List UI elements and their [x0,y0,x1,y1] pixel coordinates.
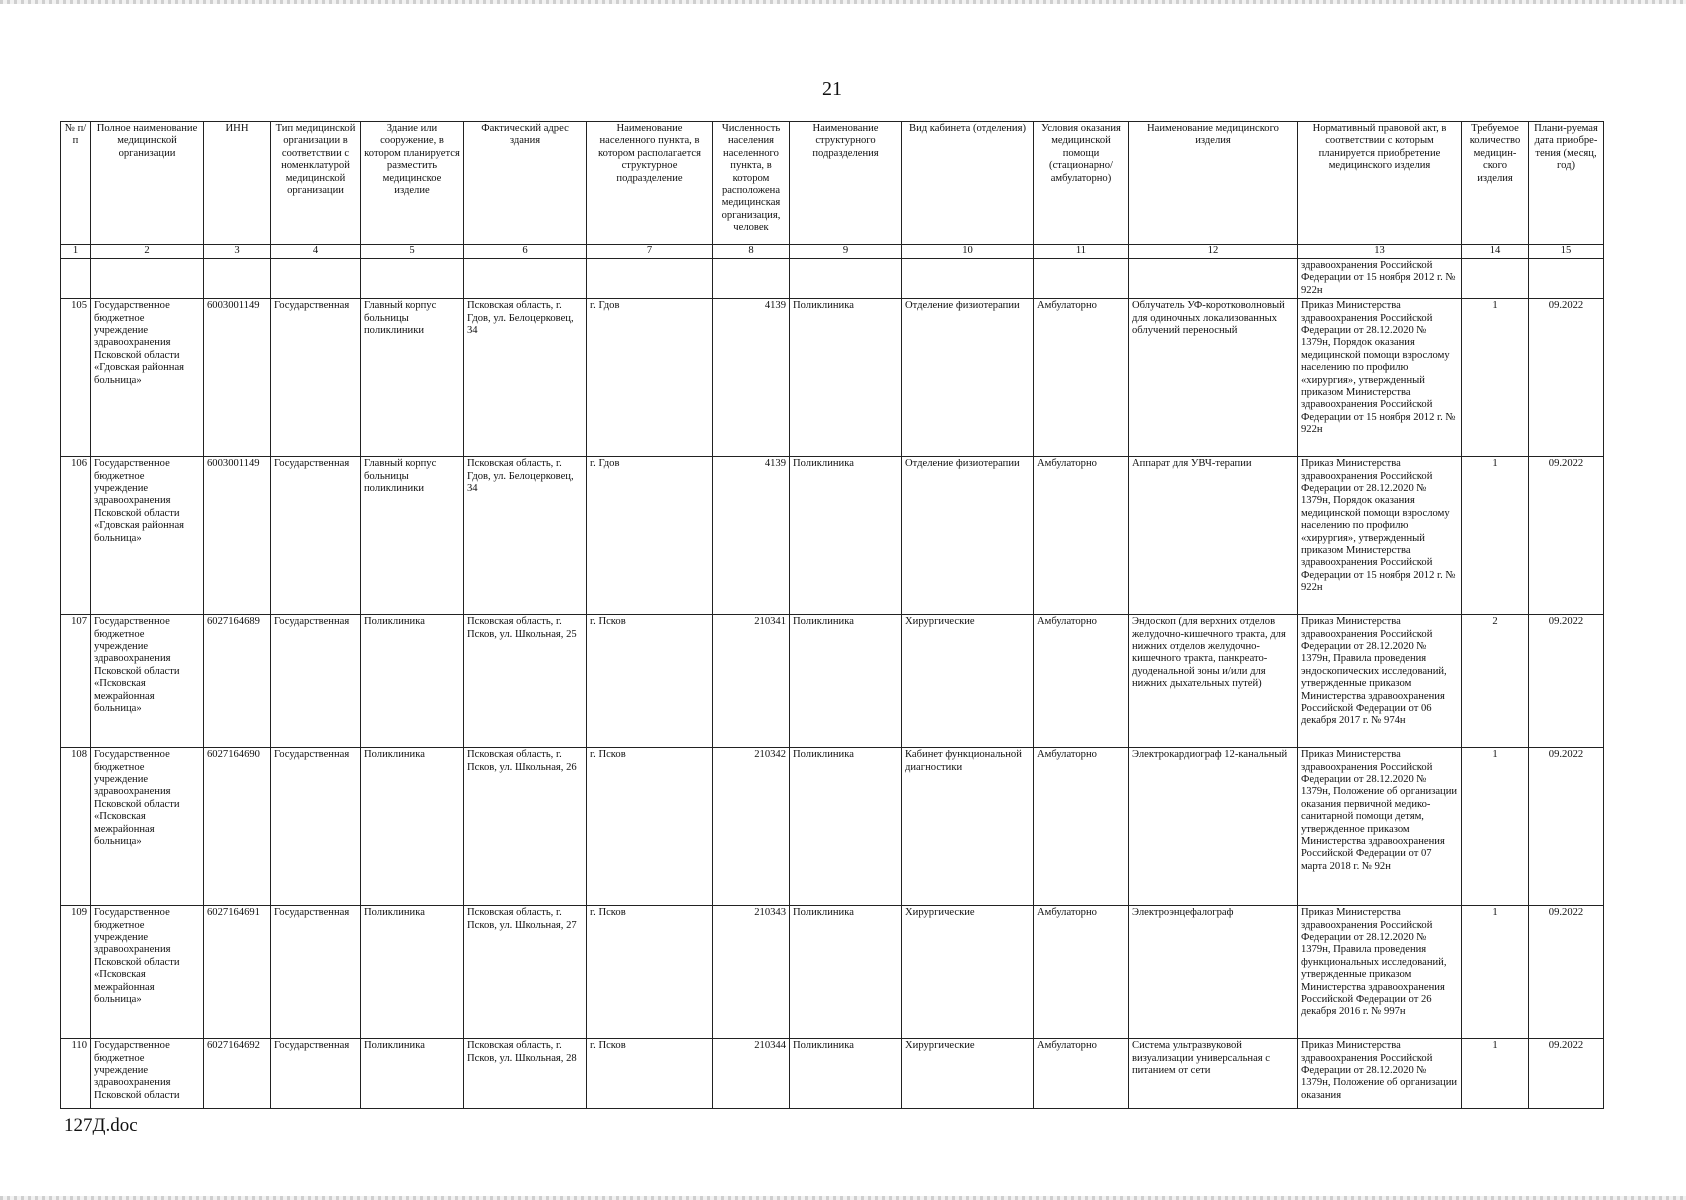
table-row [61,457,1604,615]
cell-quantity: 1 [1462,906,1529,1039]
cell-inn: 6027164691 [204,906,271,1039]
cell-division: Поликлиника [790,457,902,615]
cell-act: Приказ Министерства здравоохранения Российской Федерации от 28.12.2020 № 1379н, Порядок оказания медицинской помощи взрослому населению по профилю «хирургия», утвержденный приказом Министерства здравоохранения Российской Федерации от 15 ноября 2012 г. № 922н [1298,457,1462,615]
cell-quantity: 1 [1462,1039,1529,1109]
cell-org: Государственное бюджетное учреждение здравоохранения Псковской области «Псковская межрайонная больница» [91,906,204,1039]
cell-population: 210343 [713,906,790,1039]
cell-address: Псковская область, г. Псков, ул. Школьная, 26 [464,748,587,906]
scan-edge-bottom [0,1196,1686,1200]
column-number: 8 [713,245,790,259]
cell-date: 09.2022 [1529,906,1604,1039]
cell-population: 210344 [713,1039,790,1109]
cell-act: Приказ Министерства здравоохранения Российской Федерации от 28.12.2020 № 1379н, Правила проведения эндоскопических исследований, утвержденные приказом Министерства здравоохранения Российской Федерации от 06 декабря 2017 г. № 974н [1298,615,1462,748]
cell-cabinet: Хирургические [902,615,1034,748]
column-number: 7 [587,245,713,259]
column-header: Полное наименование медицинской организации [91,122,204,245]
table-row [61,1039,1604,1109]
column-header: Численность населения населенного пункта, в котором расположена медицинская организация, человек [713,122,790,245]
cell-cabinet: Хирургические [902,906,1034,1039]
column-header: Наименование структурного подразделения [790,122,902,245]
column-header: Условия оказания медицинской помощи (стационарно/ амбулаторно) [1034,122,1129,245]
cell-device: Эндоскоп (для верхних отделов желудочно-кишечного тракта, для нижних отделов желудочно-кишечного тракта, панкреато-дуоденальной зоны и/или для нижних дыхательных путей) [1129,615,1298,748]
cell-locality: г. Псков [587,748,713,906]
cell-locality: г. Псков [587,615,713,748]
cell-act: здравоохранения Российской Федерации от 15 ноября 2012 г. № 922н [1298,259,1462,299]
scan-edge-top [0,0,1686,4]
column-header: Наименование населенного пункта, в котором располагается структурное подразделение [587,122,713,245]
cell-quantity: 1 [1462,299,1529,457]
column-number: 15 [1529,245,1604,259]
cell-cabinet: Хирургические [902,1039,1034,1109]
equipment-table [60,121,1604,1109]
cell-num: 109 [61,906,91,1039]
column-number: 14 [1462,245,1529,259]
cell-conditions: Амбулаторно [1034,615,1129,748]
cell-cabinet: Отделение физиотерапии [902,457,1034,615]
cell-building: Главный корпус больницы поликлиники [361,299,464,457]
column-header: Требуемое количество медицин-ского изделия [1462,122,1529,245]
column-header: Фактический адрес здания [464,122,587,245]
column-number: 4 [271,245,361,259]
cell-division: Поликлиника [790,615,902,748]
cell-date: 09.2022 [1529,1039,1604,1109]
column-header: Тип медицинской организации в соответствии с номенклатурой медицинской организации [271,122,361,245]
cell-device: Система ультразвуковой визуализации универсальная с питанием от сети [1129,1039,1298,1109]
cell-conditions: Амбулаторно [1034,906,1129,1039]
cell-date: 09.2022 [1529,615,1604,748]
cell-population: 210342 [713,748,790,906]
cell-act: Приказ Министерства здравоохранения Российской Федерации от 28.12.2020 № 1379н, Порядок оказания медицинской помощи взрослому населению по профилю «хирургия», утвержденный приказом Министерства здравоохранения Российской Федерации от 15 ноября 2012 г. № 922н [1298,299,1462,457]
cell-act: Приказ Министерства здравоохранения Российской Федерации от 28.12.2020 № 1379н, Правила проведения функциональных исследований, утвержденные приказом Министерства здравоохранения Российской Федерации от 26 декабря 2016 г. № 997н [1298,906,1462,1039]
cell-building: Поликлиника [361,906,464,1039]
cell-building: Главный корпус больницы поликлиники [361,457,464,615]
cell-division: Поликлиника [790,1039,902,1109]
cell-locality: г. Гдов [587,457,713,615]
column-number-row [61,245,1604,259]
column-number: 2 [91,245,204,259]
column-number: 11 [1034,245,1129,259]
cell-conditions: Амбулаторно [1034,1039,1129,1109]
column-number: 1 [61,245,91,259]
cell-device: Электрокардиограф 12-канальный [1129,748,1298,906]
table-row [61,299,1604,457]
cell-num: 107 [61,615,91,748]
cell-inn: 6027164692 [204,1039,271,1109]
cell-quantity: 1 [1462,748,1529,906]
cell-type: Государственная [271,457,361,615]
cell-type: Государственная [271,906,361,1039]
cell-num: 105 [61,299,91,457]
table-row [61,615,1604,748]
cell-type: Государственная [271,299,361,457]
column-header: Наименование медицинского изделия [1129,122,1298,245]
cell-num: 108 [61,748,91,906]
cell-date: 09.2022 [1529,299,1604,457]
cell-date: 09.2022 [1529,748,1604,906]
header-row [61,122,1604,245]
cell-conditions: Амбулаторно [1034,748,1129,906]
cell-num: 106 [61,457,91,615]
cell-org: Государственное бюджетное учреждение здравоохранения Псковской области [91,1039,204,1109]
column-number: 6 [464,245,587,259]
cell-building: Поликлиника [361,615,464,748]
cell-building: Поликлиника [361,748,464,906]
cell-division: Поликлиника [790,906,902,1039]
cell-act: Приказ Министерства здравоохранения Российской Федерации от 28.12.2020 № 1379н, Положение об организации оказания [1298,1039,1462,1109]
cell-device: Облучатель УФ-коротковолновый для одиночных локализованных облучений переносный [1129,299,1298,457]
cell-population: 210341 [713,615,790,748]
column-header: № п/п [61,122,91,245]
cell-org: Государственное бюджетное учреждение здравоохранения Псковской области «Гдовская районная больница» [91,457,204,615]
cell-address: Псковская область, г. Гдов, ул. Белоцерковец, 34 [464,457,587,615]
cell-locality: г. Псков [587,906,713,1039]
cell-building: Поликлиника [361,1039,464,1109]
column-header: Здание или сооружение, в котором планируется разместить медицинское изделие [361,122,464,245]
column-number: 3 [204,245,271,259]
cell-device: Аппарат для УВЧ-терапии [1129,457,1298,615]
table-row [61,906,1604,1039]
cell-org: Государственное бюджетное учреждение здравоохранения Псковской области «Псковская межрайонная больница» [91,748,204,906]
cell-quantity: 1 [1462,457,1529,615]
column-number: 5 [361,245,464,259]
cell-inn: 6027164689 [204,615,271,748]
column-number: 9 [790,245,902,259]
column-number: 13 [1298,245,1462,259]
table-row [61,748,1604,906]
cell-org: Государственное бюджетное учреждение здравоохранения Псковской области «Гдовская районная больница» [91,299,204,457]
cell-population: 4139 [713,457,790,615]
column-header: Нормативный правовой акт, в соответствии с которым планируется приобретение медицинского изделия [1298,122,1462,245]
column-header: Вид кабинета (отделения) [902,122,1034,245]
cell-division: Поликлиника [790,299,902,457]
cell-quantity: 2 [1462,615,1529,748]
cell-locality: г. Псков [587,1039,713,1109]
cell-conditions: Амбулаторно [1034,299,1129,457]
cell-num: 110 [61,1039,91,1109]
column-header: ИНН [204,122,271,245]
cell-act: Приказ Министерства здравоохранения Российской Федерации от 28.12.2020 № 1379н, Положение об организации оказания первичной медико-санитарной помощи детям, утвержденное приказом Министерства здравоохранения Российской Федерации от 07 марта 2018 г. № 92н [1298,748,1462,906]
cell-conditions: Амбулаторно [1034,457,1129,615]
page-number: 21 [822,78,842,100]
cell-cabinet: Отделение физиотерапии [902,299,1034,457]
cell-device: Электроэнцефалограф [1129,906,1298,1039]
document-filename: 127Д.doc [64,1115,138,1136]
column-header: Плани-руемая дата приобре-тения (месяц, год) [1529,122,1604,245]
cell-type: Государственная [271,1039,361,1109]
cell-date: 09.2022 [1529,457,1604,615]
cell-cabinet: Кабинет функциональной диагностики [902,748,1034,906]
cell-locality: г. Гдов [587,299,713,457]
cell-org: Государственное бюджетное учреждение здравоохранения Псковской области «Псковская межрайонная больница» [91,615,204,748]
column-number: 10 [902,245,1034,259]
cell-inn: 6003001149 [204,299,271,457]
column-number: 12 [1129,245,1298,259]
cell-inn: 6003001149 [204,457,271,615]
cell-population: 4139 [713,299,790,457]
continuation-row [61,259,1604,299]
cell-division: Поликлиника [790,748,902,906]
cell-type: Государственная [271,748,361,906]
cell-address: Псковская область, г. Псков, ул. Школьная, 27 [464,906,587,1039]
cell-inn: 6027164690 [204,748,271,906]
cell-type: Государственная [271,615,361,748]
cell-address: Псковская область, г. Гдов, ул. Белоцерковец, 34 [464,299,587,457]
cell-address: Псковская область, г. Псков, ул. Школьная, 25 [464,615,587,748]
cell-address: Псковская область, г. Псков, ул. Школьная, 28 [464,1039,587,1109]
